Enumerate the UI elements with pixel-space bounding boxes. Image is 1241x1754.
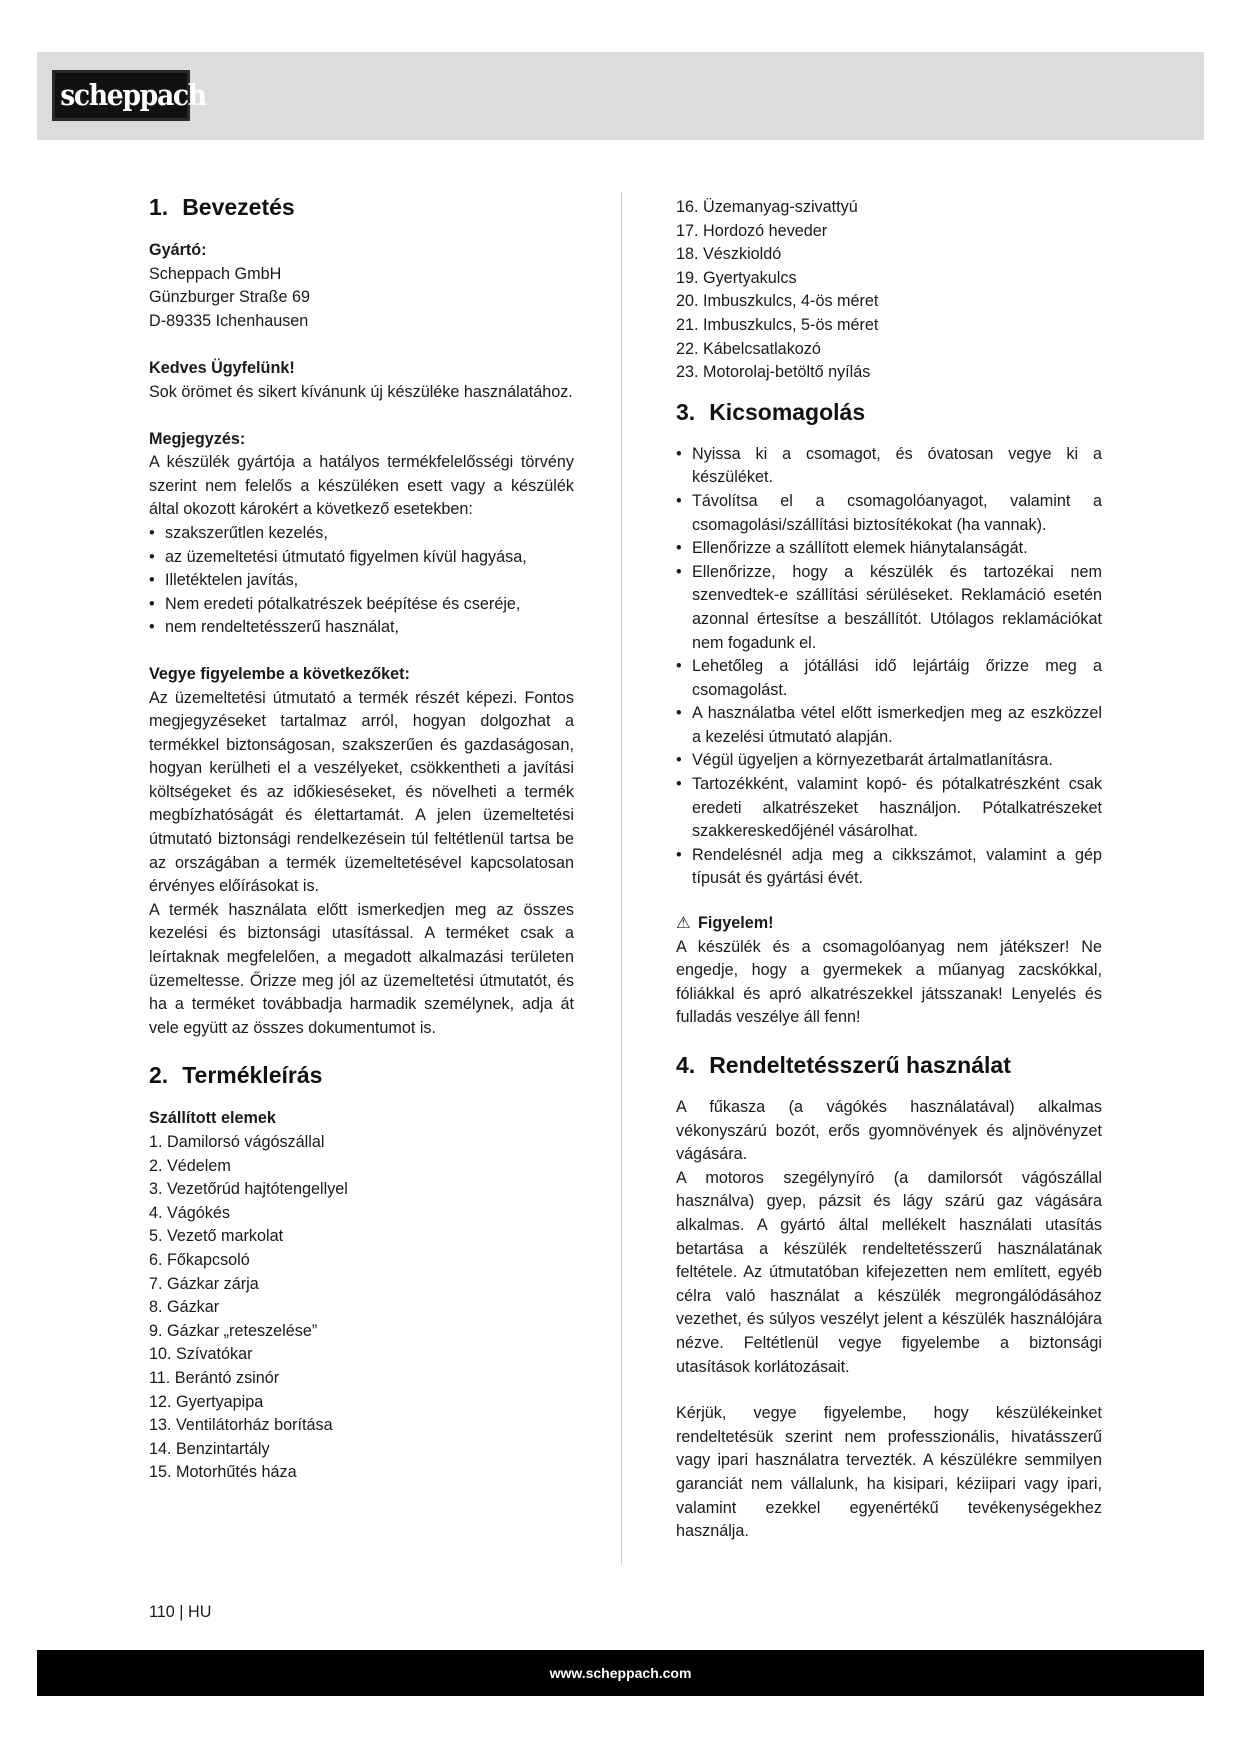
- list-item: 21. Imbuszkulcs, 5-ös méret: [676, 315, 879, 334]
- section-heading-1: 1. Bevezetés: [149, 194, 295, 220]
- list-item: • Végül ügyeljen a környezetbarát ártalmatlanításra.: [676, 749, 1102, 773]
- list-item: 16. Üzemanyag-szivattyú: [676, 198, 858, 216]
- list-item: 12. Gyertyapipa: [149, 1392, 264, 1411]
- warning-text: A készülék és a csomagolóanyag nem játékszer! Ne engedje, hogy a gyermekek a műanyag zacskókkal, fóliákkal és apró alkatrészekkel játsszanak! Lenyelés és fulladás veszélye áll fenn!: [676, 937, 1102, 1027]
- list-item: • Nem eredeti pótalkatrészek beépítése és cseréje,: [149, 593, 574, 617]
- list-item: • szakszerűtlen kezelés,: [149, 522, 574, 546]
- list-item: 3. Vezetőrúd hajtótengellyel: [149, 1180, 348, 1199]
- section-heading-4: 4. Rendeltetésszerű használat: [676, 1052, 1011, 1078]
- note-label: Megjegyzés:: [149, 429, 246, 448]
- manufacturer-label: Gyártó:: [149, 241, 207, 259]
- customer-text: Sok örömet és sikert kívánunk új készüléke használatához.: [149, 382, 573, 401]
- warning-heading: ⚠ Figyelem!: [676, 912, 1102, 936]
- list-item: 13. Ventilátorház borítása: [149, 1416, 333, 1435]
- list-item: 5. Vezető markolat: [149, 1227, 284, 1246]
- list-item: • Ellenőrizze a szállított elemek hiánytalanságát.: [676, 537, 1102, 561]
- page-number: 110 | HU: [149, 1603, 212, 1621]
- consider-paragraph: A termék használata előtt ismerkedjen meg az összes kezelési és biztonsági utasítással. A terméket csak a leírtaknak megfelelően, a megadott alkalmazási területen üzemeltesse. Őrizze meg jól az üzemeltetési útmutatót, és ha a terméket továbbadja harmadik személynek, adja át vele együtt az összes dokumentumot is.: [149, 900, 574, 1037]
- consider-label: Vegye figyelembe a következőket:: [149, 664, 410, 683]
- list-item: 10. Szívatókar: [149, 1345, 253, 1364]
- use-paragraph: A fűkasza (a vágókés használatával) alkalmas vékonyszárú bozót, erős gyomnövények és aljnövényzet vágására.: [676, 1098, 1102, 1164]
- list-item: • Nyissa ki a csomagot, és óvatosan vegye ki a készüléket.: [676, 443, 1102, 490]
- list-item: • nem rendeltetésszerű használat,: [149, 616, 574, 640]
- page-header: [37, 52, 1204, 140]
- unpack-list: [676, 443, 1102, 891]
- list-item: 20. Imbuszkulcs, 4-ös méret: [676, 292, 879, 311]
- customer-greeting: Kedves Ügyfelünk!: [149, 359, 295, 378]
- list-item: 2. Védelem: [149, 1156, 231, 1175]
- manufacturer-line: D-89335 Ichenhausen: [149, 311, 309, 330]
- right-column: [676, 192, 1102, 1544]
- consider-paragraph: Az üzemeltetési útmutató a termék részét képezi. Fontos megjegyzéseket tartalmaz arról, hogyan dolgozhat a termékkel biztonságosan, szakszerűen és gazdaságosan, hogyan kerülheti el a veszélyeket, csökkentheti a javítási költségeket és az időkieséseket, és növelheti a termék megbízhatóságát és élettartamát. A jelen üzemeltetési útmutató biztonsági rendelkezésein túl feltétlenül tartsa be az országában a termék üzemeltetésével kapcsolatosan érvényes előírásokat is.: [149, 688, 574, 896]
- manufacturer-line: Scheppach GmbH: [149, 264, 282, 283]
- list-item: • Illetéktelen javítás,: [149, 569, 574, 593]
- note-list: [149, 522, 574, 640]
- list-item: 18. Vészkioldó: [676, 245, 782, 264]
- section-heading-3: 3. Kicsomagolás: [676, 398, 866, 425]
- manufacturer-line: Günzburger Straße 69: [149, 288, 311, 307]
- use-paragraph: A motoros szegélynyíró (a damilorsót vágószállal használva) gyep, pázsit és lágy szárú gaz vágására alkalmas. A gyártó által mellékelt használati utasítás betartása a készülék rendeltetésszerű használatának feltétele. Az útmutatóban kifejezetten nem említett, egyéb célra való használat a készülék megrongálódásához vezethet, és súlyos veszélyt jelent a készülék használójára nézve. Feltétlenül vegye figyelembe a biztonsági utasítások korlátozásait.: [676, 1168, 1102, 1376]
- parts-list-continued: [676, 196, 1102, 385]
- note-text: A készülék gyártója a hatályos termékfelelősségi törvény szerint nem felelős a készüléken esett vagy a készülék által okozott károkért a következő esetekben:: [149, 453, 574, 519]
- list-item: 7. Gázkar zárja: [149, 1274, 259, 1293]
- list-item: • az üzemeltetési útmutató figyelmen kívül hagyása,: [149, 546, 574, 570]
- list-item: 17. Hordozó heveder: [676, 221, 828, 240]
- list-item: 9. Gázkar „reteszelése”: [149, 1321, 318, 1340]
- list-item: • A használatba vétel előtt ismerkedjen meg az eszközzel a kezelési útmutató alapján.: [676, 702, 1102, 749]
- list-item: • Rendelésnél adja meg a cikkszámot, valamint a gép típusát és gyártási évét.: [676, 844, 1102, 891]
- list-item: 14. Benzintartály: [149, 1439, 270, 1458]
- list-item: • Tartozékként, valamint kopó- és pótalkatrészként csak eredeti alkatrészeket használjon. Pótalkatrészeket szakkereskedőjénél vásárolhat.: [676, 773, 1102, 844]
- use-paragraph: Kérjük, vegye figyelembe, hogy készülékeinket rendeltetésük szerint nem professzionális, hivatásszerű vagy ipari használatra tervezték. A készülékre semmilyen garanciát nem vállalunk, ha kisipari, kéziipari vagy ipari, valamint ezekkel egyenértékű tevékenységekhez használja.: [676, 1404, 1102, 1541]
- parts-list: [149, 1131, 574, 1485]
- list-item: 15. Motorhűtés háza: [149, 1463, 297, 1482]
- footer-bar: [37, 1650, 1204, 1696]
- list-item: • Ellenőrizze, hogy a készülék és tartozékai nem szenvedtek-e szállítási sérüléseket. Reklamáció esetén azonnal értesítse a beszállítót. Utólagos reklamációkat nem fogadunk el.: [676, 561, 1102, 655]
- list-item: 8. Gázkar: [149, 1298, 220, 1317]
- list-item: 1. Damilorsó vágószállal: [149, 1133, 325, 1151]
- list-item: 11. Berántó zsinór: [149, 1368, 280, 1387]
- left-column: [149, 192, 574, 1485]
- column-divider: [621, 192, 622, 1565]
- scheppach-logo: [52, 70, 206, 121]
- section-heading-2: 2. Termékleírás: [149, 1062, 323, 1089]
- warning-icon: ⚠: [676, 914, 691, 933]
- delivered-label: Szállított elemek: [149, 1109, 276, 1128]
- website-link[interactable]: www.scheppach.com: [549, 1665, 692, 1681]
- list-item: • Távolítsa el a csomagolóanyagot, valamint a csomagolási/szállítási biztosítékokat (ha vannak).: [676, 490, 1102, 537]
- list-item: 19. Gyertyakulcs: [676, 268, 797, 287]
- list-item: 22. Kábelcsatlakozó: [676, 339, 821, 358]
- list-item: • Lehetőleg a jótállási idő lejártáig őrizze meg a csomagolást.: [676, 655, 1102, 702]
- logo-text: scheppach: [60, 78, 206, 112]
- list-item: 4. Vágókés: [149, 1203, 230, 1222]
- list-item: 23. Motorolaj-betöltő nyílás: [676, 363, 871, 382]
- list-item: 6. Főkapcsoló: [149, 1250, 250, 1269]
